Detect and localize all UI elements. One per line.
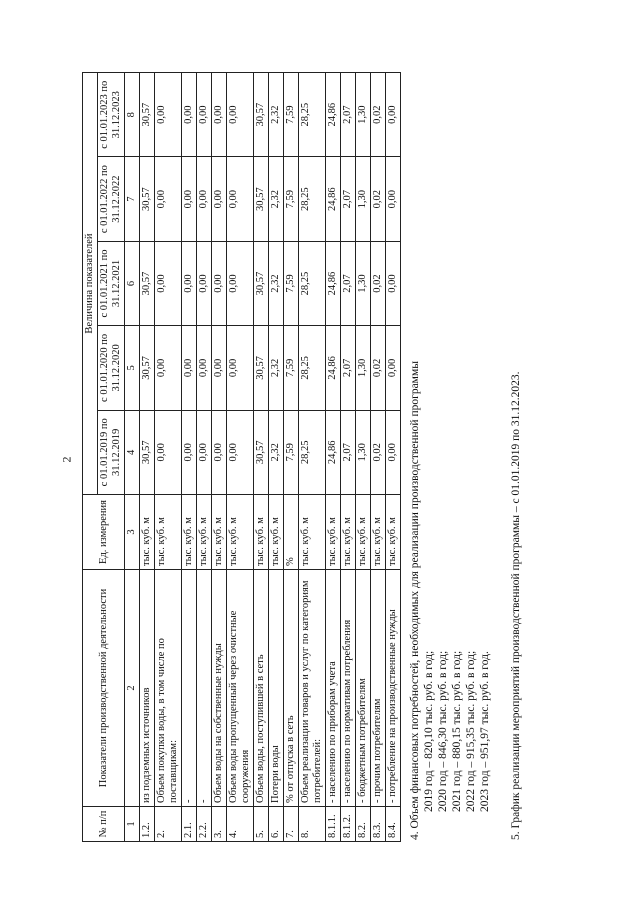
row-value: 2,07 (341, 73, 356, 157)
row-value: 7,59 (284, 410, 299, 494)
row-number: 8.1.2. (341, 807, 356, 842)
table-row (269, 73, 284, 842)
row-unit: тыс. куб. м (356, 495, 371, 570)
row-number: 8.2. (356, 807, 371, 842)
row-value: 28,25 (299, 73, 326, 157)
column-number-row (125, 73, 140, 842)
financial-needs-note (408, 80, 492, 840)
row-number: 5. (254, 807, 269, 842)
column-number: 8 (125, 73, 140, 157)
row-unit: тыс. куб. м (386, 495, 401, 570)
row-unit: % (284, 495, 299, 570)
row-unit: тыс. куб. м (254, 495, 269, 570)
row-indicator: - населению по приборам учета (326, 570, 341, 807)
row-value: 30,57 (140, 326, 155, 410)
table-row (182, 73, 197, 842)
row-number: 6. (269, 807, 284, 842)
header-num: № п/п (83, 807, 125, 842)
row-unit: тыс. куб. м (227, 495, 254, 570)
row-value: 30,57 (254, 410, 269, 494)
row-value: 0,02 (371, 157, 386, 241)
row-unit: тыс. куб. м (212, 495, 227, 570)
row-value: 0,00 (386, 410, 401, 494)
row-indicator: - (197, 570, 212, 807)
row-unit: тыс. куб. м (182, 495, 197, 570)
row-indicator: Объем покупки воды, в том числе по поставщикам: (155, 570, 182, 807)
row-unit: тыс. куб. м (341, 495, 356, 570)
row-unit: тыс. куб. м (197, 495, 212, 570)
row-value: 24,86 (326, 73, 341, 157)
row-value: 0,00 (386, 241, 401, 325)
row-value: 2,07 (341, 157, 356, 241)
row-value: 1,30 (356, 157, 371, 241)
row-value: 0,02 (371, 410, 386, 494)
row-number: 7. (284, 807, 299, 842)
row-number: 8.4. (386, 807, 401, 842)
row-value: 0,00 (227, 73, 254, 157)
row-unit: тыс. куб. м (326, 495, 341, 570)
row-value: 0,00 (212, 326, 227, 410)
row-value: 2,07 (341, 241, 356, 325)
rotated-page-content (0, 40, 600, 880)
row-value: 28,25 (299, 410, 326, 494)
row-value: 30,57 (140, 157, 155, 241)
table-row (386, 73, 401, 842)
schedule-note: 5. График реализации мероприятий производственной программы – с 01.01.2019 по 31.12.2023. (510, 371, 522, 840)
row-value: 2,07 (341, 326, 356, 410)
row-value: 0,00 (155, 157, 182, 241)
table-row (284, 73, 299, 842)
row-unit: тыс. куб. м (140, 495, 155, 570)
row-indicator: Объем реализации товаров и услуг по категориям потребителей: (299, 570, 326, 807)
row-value: 30,57 (140, 73, 155, 157)
row-indicator: % от отпуска в сеть (284, 570, 299, 807)
row-value: 0,00 (212, 241, 227, 325)
row-number: 8. (299, 807, 326, 842)
financial-needs-title: 4. Объем финансовых потребностей, необходимых для реализации производственной программы (409, 361, 421, 840)
header-values-group: Величина показателей (83, 73, 98, 495)
table-row (227, 73, 254, 842)
financial-needs-line: 2022 год – 915,35 тыс. руб. в год; (465, 650, 477, 812)
row-number: 4. (227, 807, 254, 842)
row-value: 2,32 (269, 410, 284, 494)
row-value: 0,00 (227, 157, 254, 241)
row-value: 2,32 (269, 241, 284, 325)
row-unit: тыс. куб. м (155, 495, 182, 570)
production-indicators-table (82, 72, 401, 842)
row-unit: тыс. куб. м (299, 495, 326, 570)
row-value: 30,57 (254, 326, 269, 410)
row-value: 0,00 (227, 410, 254, 494)
row-indicator: Объем воды пропущенный через очистные сооружения (227, 570, 254, 807)
row-value: 7,59 (284, 73, 299, 157)
header-period: с 01.01.2020 по 31.12.2020 (98, 326, 125, 410)
row-indicator: Объем воды, поступившей в сеть (254, 570, 269, 807)
row-value: 0,00 (182, 241, 197, 325)
row-value: 30,57 (254, 73, 269, 157)
financial-needs-line: 2019 год – 820,10 тыс. руб. в год; (423, 650, 435, 812)
row-value: 7,59 (284, 157, 299, 241)
row-value: 0,00 (227, 326, 254, 410)
row-value: 24,86 (326, 241, 341, 325)
header-period: с 01.01.2019 по 31.12.2019 (98, 410, 125, 494)
row-value: 0,02 (371, 326, 386, 410)
row-value: 0,00 (227, 241, 254, 325)
row-value: 0,00 (155, 410, 182, 494)
column-number: 3 (125, 495, 140, 570)
row-value: 0,00 (182, 326, 197, 410)
row-number: 8.1.1. (326, 807, 341, 842)
row-value: 0,00 (386, 73, 401, 157)
row-value: 0,00 (197, 73, 212, 157)
row-value: 28,25 (299, 326, 326, 410)
row-number: 8.3. (371, 807, 386, 842)
header-period: с 01.01.2022 по 31.12.2022 (98, 157, 125, 241)
row-value: 7,59 (284, 241, 299, 325)
page-number: 2 (59, 456, 74, 463)
table-row (356, 73, 371, 842)
table-row (371, 73, 386, 842)
row-indicator: - бюджетным потребителям (356, 570, 371, 807)
row-value: 0,00 (212, 157, 227, 241)
table-row (254, 73, 269, 842)
row-value: 0,00 (197, 326, 212, 410)
row-value: 1,30 (356, 241, 371, 325)
row-value: 0,00 (386, 326, 401, 410)
row-value: 0,00 (155, 241, 182, 325)
row-number: 1.2. (140, 807, 155, 842)
row-number: 2.2. (197, 807, 212, 842)
financial-needs-line: 2023 год – 951,97 тыс. руб. в год. (479, 651, 491, 812)
row-value: 0,02 (371, 73, 386, 157)
row-indicator: Объем воды на собственные нужды (212, 570, 227, 807)
row-value: 2,07 (341, 410, 356, 494)
header-period: с 01.01.2023 по 31.12.2023 (98, 73, 125, 157)
row-indicator: Потери воды (269, 570, 284, 807)
row-value: 2,32 (269, 73, 284, 157)
row-value: 1,30 (356, 410, 371, 494)
column-number: 5 (125, 326, 140, 410)
row-value: 1,30 (356, 73, 371, 157)
column-number: 2 (125, 570, 140, 807)
row-value: 24,86 (326, 410, 341, 494)
table-row (299, 73, 326, 842)
row-value: 28,25 (299, 241, 326, 325)
column-number: 7 (125, 157, 140, 241)
row-value: 30,57 (140, 410, 155, 494)
table-row (197, 73, 212, 842)
table-row (341, 73, 356, 842)
row-value: 30,57 (140, 241, 155, 325)
financial-needs-line: 2021 год – 880,15 тыс. руб. в год; (451, 650, 463, 812)
row-value: 0,00 (212, 73, 227, 157)
table-body (140, 73, 401, 842)
row-value: 0,00 (182, 157, 197, 241)
row-indicator: из подземных источников (140, 570, 155, 807)
row-number: 3. (212, 807, 227, 842)
row-value: 30,57 (254, 241, 269, 325)
column-number: 6 (125, 241, 140, 325)
table-row (326, 73, 341, 842)
header-period: с 01.01.2021 по 31.12.2021 (98, 241, 125, 325)
row-value: 7,59 (284, 326, 299, 410)
row-value: 0,00 (155, 326, 182, 410)
row-indicator: - прочим потребителям (371, 570, 386, 807)
column-number: 1 (125, 807, 140, 842)
column-number: 4 (125, 410, 140, 494)
row-unit: тыс. куб. м (269, 495, 284, 570)
table-header-row (83, 73, 98, 842)
row-value: 0,00 (182, 410, 197, 494)
row-value: 2,32 (269, 326, 284, 410)
row-value: 0,00 (197, 241, 212, 325)
row-value: 30,57 (254, 157, 269, 241)
row-value: 24,86 (326, 326, 341, 410)
row-value: 0,00 (197, 410, 212, 494)
row-indicator: - потребление на производственные нужды (386, 570, 401, 807)
table-row (155, 73, 182, 842)
row-value: 24,86 (326, 157, 341, 241)
financial-needs-line: 2020 год – 846,30 тыс. руб. в год; (437, 650, 449, 812)
header-unit: Ед. измерения (83, 495, 125, 570)
row-value: 0,00 (182, 73, 197, 157)
row-value: 28,25 (299, 157, 326, 241)
row-value: 0,00 (212, 410, 227, 494)
table-row (140, 73, 155, 842)
table-row (212, 73, 227, 842)
row-value: 0,02 (371, 241, 386, 325)
header-indicator: Показатели производственной деятельности (83, 570, 125, 807)
row-unit: тыс. куб. м (371, 495, 386, 570)
row-value: 0,00 (386, 157, 401, 241)
row-value: 2,32 (269, 157, 284, 241)
row-value: 1,30 (356, 326, 371, 410)
row-number: 2.1. (182, 807, 197, 842)
row-indicator: - (182, 570, 197, 807)
row-indicator: - населению по нормативам потребления (341, 570, 356, 807)
row-value: 0,00 (155, 73, 182, 157)
row-value: 0,00 (197, 157, 212, 241)
row-number: 2. (155, 807, 182, 842)
